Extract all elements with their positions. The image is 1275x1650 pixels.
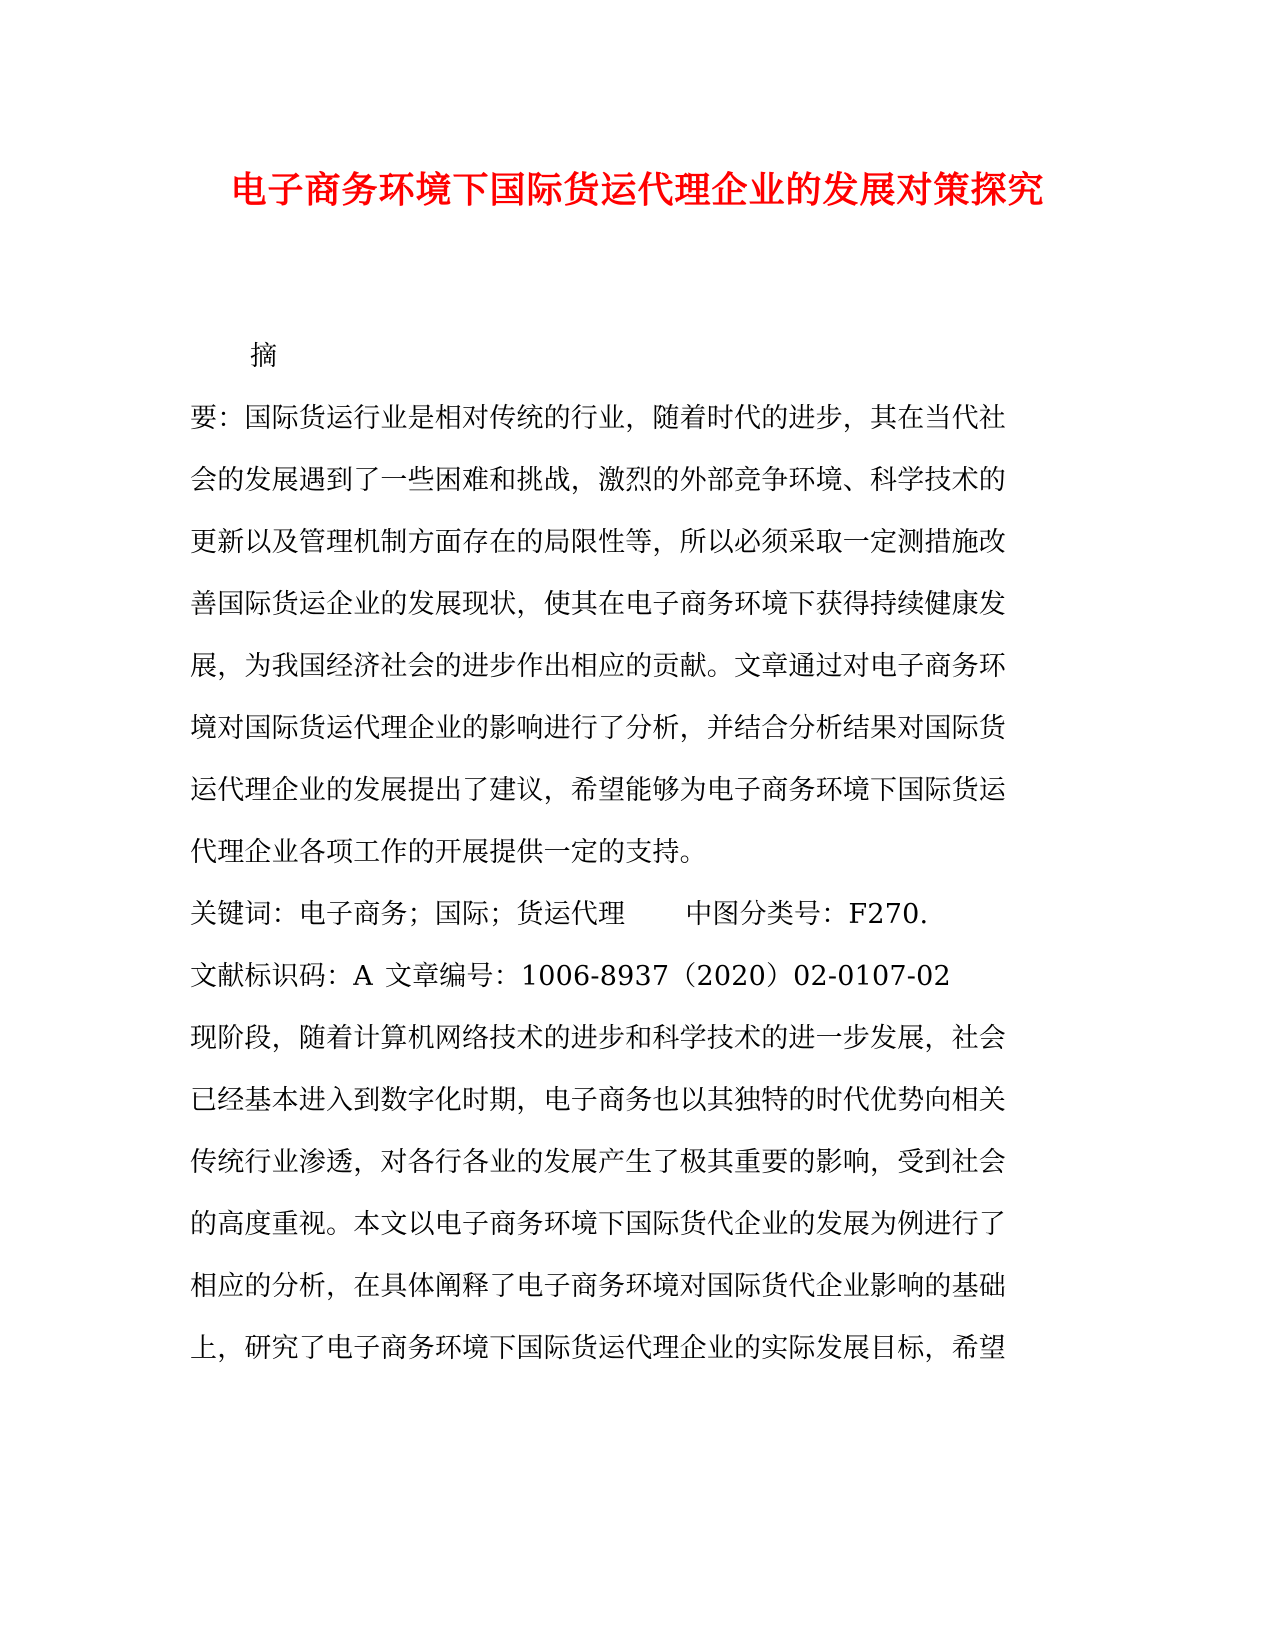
abstract-line: 要：国际货运行业是相对传统的行业，随着时代的进步，其在当代社 [190, 403, 1006, 434]
identifier-line [190, 960, 1070, 994]
abstract-line: 代理企业各项工作的开展提供一定的支持。 [190, 837, 707, 868]
keywords: 关键词：电子商务；国际；货运代理 [190, 899, 626, 930]
body-line: 已经基本进入到数字化时期，电子商务也以其独特的时代优势向相关 [190, 1085, 1006, 1116]
abstract-label: 摘 [250, 341, 278, 372]
body-line: 上，研究了电子商务环境下国际货运代理企业的实际发展目标，希望 [190, 1333, 1006, 1364]
body-line: 传统行业渗透，对各行各业的发展产生了极其重要的影响，受到社会 [190, 1147, 1006, 1178]
keywords-line [190, 898, 1070, 932]
abstract-line: 会的发展遇到了一些困难和挑战，激烈的外部竞争环境、科学技术的 [190, 465, 1006, 496]
abstract-line: 展，为我国经济社会的进步作出相应的贡献。文章通过对电子商务环 [190, 651, 1006, 682]
abstract-line: 善国际货运企业的发展现状，使其在电子商务环境下获得持续健康发 [190, 589, 1006, 620]
document-title: 电子商务环境下国际货运代理企业的发展对策探究 [230, 169, 1045, 211]
body-line: 的高度重视。本文以电子商务环境下国际货代企业的发展为例进行了 [190, 1209, 1006, 1240]
body-line: 相应的分析，在具体阐释了电子商务环境对国际货代企业影响的基础 [190, 1271, 1006, 1302]
abstract-line: 运代理企业的发展提出了建议，希望能够为电子商务环境下国际货运 [190, 775, 1006, 806]
clc-number: 中图分类号：F270. [685, 899, 929, 930]
abstract-line: 更新以及管理机制方面存在的局限性等，所以必须采取一定测措施改 [190, 527, 1006, 558]
article-number: 文章编号：1006-8937（2020）02-0107-02 [384, 961, 951, 992]
document-code: 文献标识码：A [190, 961, 373, 992]
body-line: 现阶段，随着计算机网络技术的进步和科学技术的进一步发展，社会 [190, 1023, 1006, 1054]
abstract-line: 境对国际货运代理企业的影响进行了分析，并结合分析结果对国际货 [190, 713, 1006, 744]
